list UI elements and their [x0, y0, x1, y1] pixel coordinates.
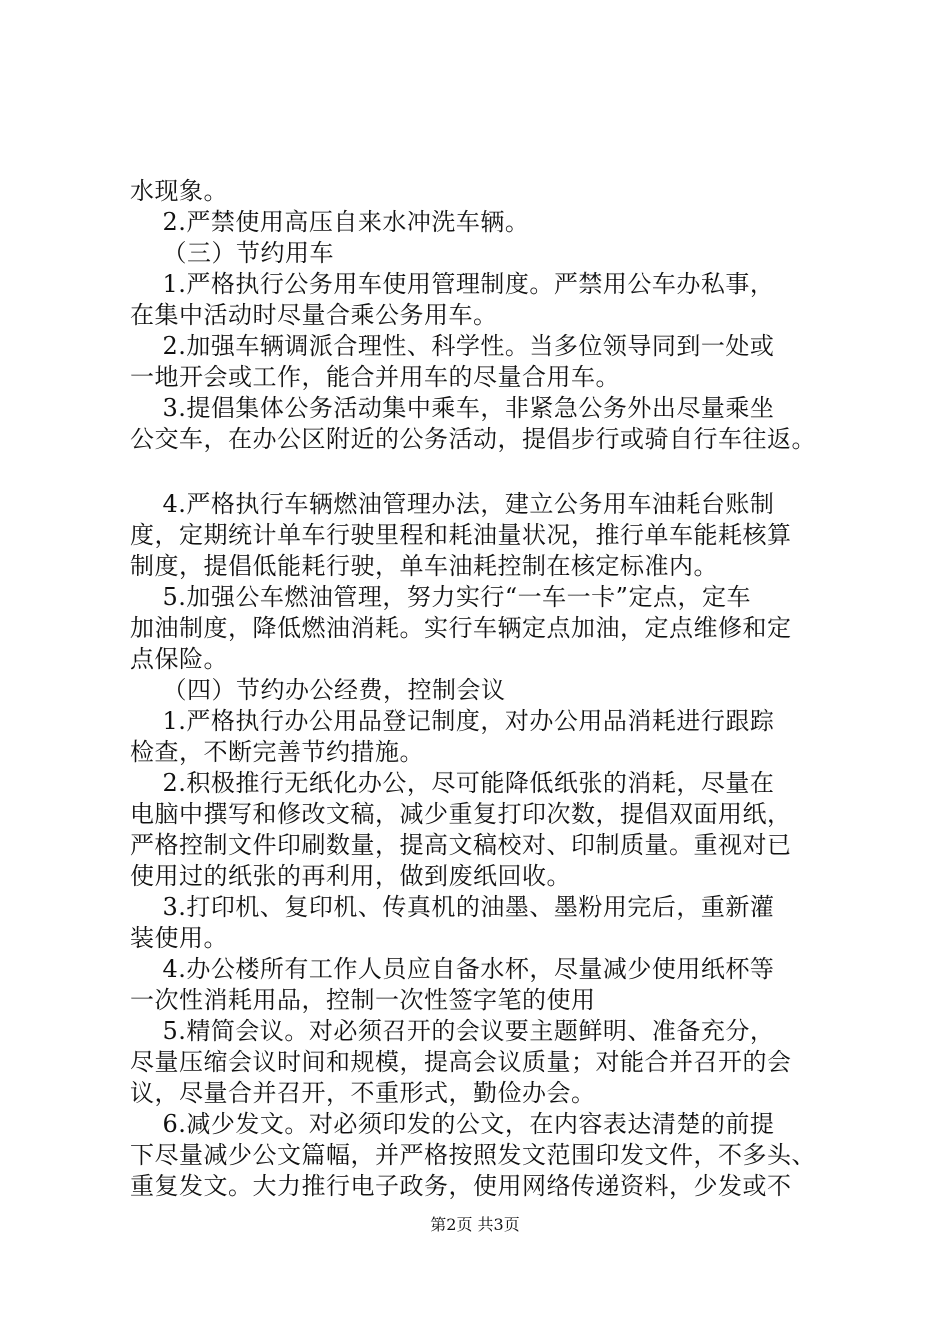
page-number-footer: 第2页 共3页	[430, 1215, 520, 1234]
text-line: 点保险。	[130, 645, 228, 673]
text-line: 5.加强公车燃油管理，努力实行“一车一卡”定点，定车	[130, 583, 751, 611]
text-line: 严格控制文件印刷数量，提高文稿校对、印制质量。重视对已	[130, 831, 792, 859]
text-line: 2.积极推行无纸化办公，尽可能降低纸张的消耗，尽量在	[130, 769, 775, 797]
text-line: 尽量压缩会议时间和规模，提高会议质量；对能合并召开的会	[130, 1048, 792, 1076]
section-heading: （四）节约办公经费，控制会议	[130, 676, 506, 704]
text-line: 电脑中撰写和修改文稿，减少重复打印次数，提倡双面用纸，	[130, 800, 792, 828]
text-line: 下尽量减少公文篇幅，并严格按照发文范围印发文件，不多头、	[130, 1141, 816, 1169]
text-line: 6.减少发文。对必须印发的公文，在内容表达清楚的前提	[130, 1110, 775, 1138]
text-line: 使用过的纸张的再利用，做到废纸回收。	[130, 862, 571, 890]
text-line: 4.办公楼所有工作人员应自备水杯，尽量减少使用纸杯等	[130, 955, 775, 983]
text-line: 1.严格执行办公用品登记制度，对办公用品消耗进行跟踪	[130, 707, 775, 735]
text-line: 5.精简会议。对必须召开的会议要主题鲜明、准备充分，	[130, 1017, 775, 1045]
text-line: 加油制度，降低燃油消耗。实行车辆定点加油，定点维修和定	[130, 614, 792, 642]
text-line: 2.严禁使用高压自来水冲洗车辆。	[130, 208, 530, 236]
text-line: 3.提倡集体公务活动集中乘车，非紧急公务外出尽量乘坐	[130, 394, 775, 422]
text-line: 4.严格执行车辆燃油管理办法，建立公务用车油耗台账制	[130, 490, 775, 518]
text-line: 水现象。	[130, 177, 228, 205]
document-body	[130, 176, 830, 1202]
text-line: 装使用。	[130, 924, 228, 952]
text-line: 一地开会或工作，能合并用车的尽量合用车。	[130, 363, 620, 391]
text-line: 1.严格执行公务用车使用管理制度。严禁用公车办私事，	[130, 270, 775, 298]
text-line: 检查，不断完善节约措施。	[130, 738, 424, 766]
section-heading: （三）节约用车	[130, 239, 335, 267]
text-line: 制度，提倡低能耗行驶，单车油耗控制在核定标准内。	[130, 552, 718, 580]
text-line: 2.加强车辆调派合理性、科学性。当多位领导同到一处或	[130, 332, 775, 360]
paragraph-gap	[130, 455, 830, 489]
text-line: 议，尽量合并召开，不重形式，勤俭办会。	[130, 1079, 596, 1107]
text-line: 3.打印机、复印机、传真机的油墨、墨粉用完后，重新灌	[130, 893, 775, 921]
text-line: 公交车，在办公区附近的公务活动，提倡步行或骑自行车往返。	[130, 425, 816, 453]
text-line: 度，定期统计单车行驶里程和耗油量状况，推行单车能耗核算	[130, 521, 792, 549]
text-line: 一次性消耗用品，控制一次性签字笔的使用	[130, 986, 596, 1014]
text-line: 重复发文。大力推行电子政务，使用网络传递资料，少发或不	[130, 1172, 792, 1200]
text-line: 在集中活动时尽量合乘公务用车。	[130, 301, 498, 329]
